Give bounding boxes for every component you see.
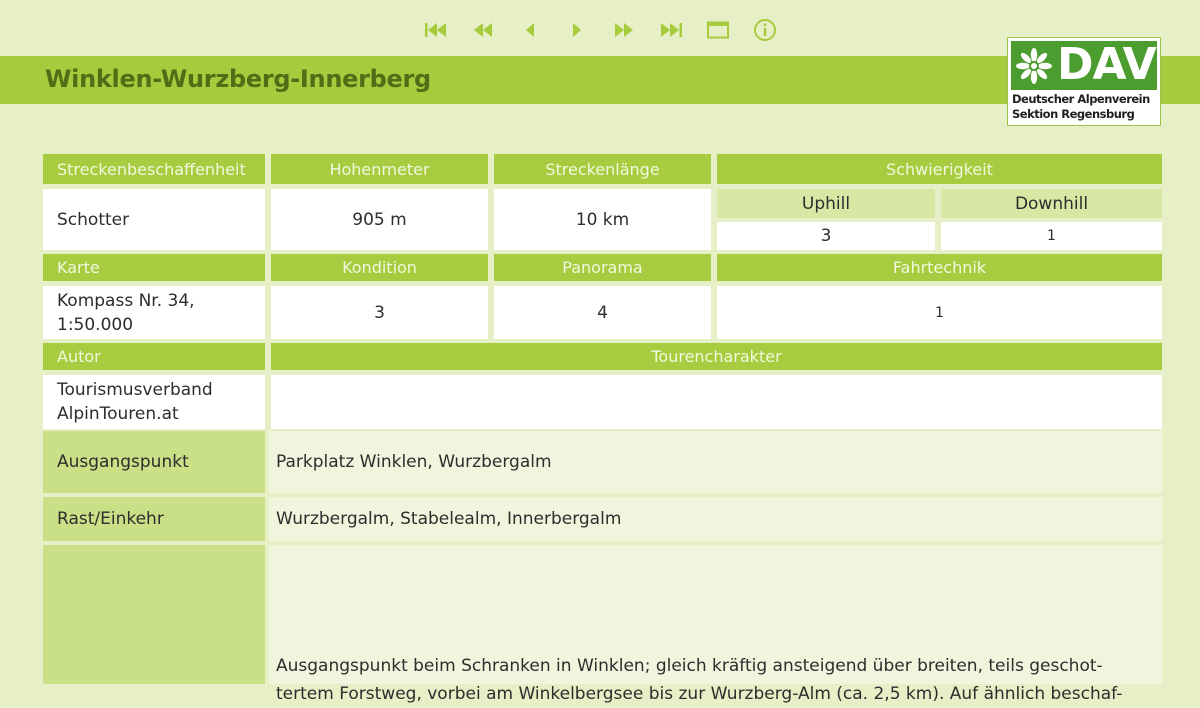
info-icon[interactable] — [741, 15, 788, 45]
value-map-line-1: Kompass Nr. 34, — [57, 290, 195, 311]
next-icon[interactable] — [553, 15, 600, 45]
value-rest: Wurzbergalm, Stabelealm, Innerbergalm — [269, 497, 1162, 541]
logo-text: DAV — [1057, 39, 1156, 90]
dav-logo — [1007, 37, 1161, 126]
header-character: Tourencharakter — [271, 343, 1162, 370]
tour-description: Ausgangspunkt beim Schranken in Winklen; gleich kräftig ansteigend über breiten, teils geschot-tertem Forstweg, vorbei am Winkelbergsee bis zur Wurzberg-Alm (ca. 2,5 km). Auf ähnlich beschaf- — [269, 545, 1162, 684]
value-elevation: 905 m — [271, 189, 488, 250]
value-author-line-2: AlpinTouren.at — [57, 404, 179, 424]
last-page-icon[interactable] — [647, 15, 694, 45]
edelweiss-icon — [1015, 47, 1053, 85]
header-downhill: Downhill — [941, 189, 1162, 218]
header-difficulty: Schwierigkeit — [717, 154, 1162, 184]
value-panorama: 4 — [494, 286, 711, 339]
value-fitness: 3 — [271, 286, 488, 339]
value-author-line-1: Tourismusverband — [57, 380, 213, 400]
logo-line-1: Deutscher Alpenverein — [1012, 92, 1150, 106]
label-rest: Rast/Einkehr — [43, 497, 265, 541]
header-uphill: Uphill — [717, 189, 935, 218]
header-map: Karte — [43, 254, 265, 281]
logo-line-2: Sektion Regensburg — [1012, 107, 1135, 121]
value-author — [43, 375, 265, 429]
value-character — [271, 375, 1162, 429]
value-surface: Schotter — [43, 189, 265, 250]
logo-badge — [1011, 41, 1157, 90]
header-surface: Streckenbeschaffenheit — [43, 154, 265, 184]
value-technique: 1 — [717, 286, 1162, 339]
previous-icon[interactable] — [506, 15, 553, 45]
label-description — [43, 545, 265, 684]
value-start: Parkplatz Winklen, Wurzbergalm — [269, 431, 1162, 493]
header-panorama: Panorama — [494, 254, 711, 281]
label-start: Ausgangspunkt — [43, 431, 265, 493]
header-technique: Fahrtechnik — [717, 254, 1162, 281]
value-map — [43, 286, 265, 339]
value-map-line-2: 1:50.000 — [57, 314, 134, 335]
first-page-icon[interactable] — [412, 15, 459, 45]
value-downhill: 1 — [941, 222, 1162, 250]
header-length: Streckenlänge — [494, 154, 711, 184]
previous-page-icon[interactable] — [459, 15, 506, 45]
value-uphill: 3 — [717, 222, 935, 250]
value-length: 10 km — [494, 189, 711, 250]
page-title: Winklen-Wurzberg-Innerberg — [45, 65, 431, 93]
header-author: Autor — [43, 343, 265, 370]
header-elevation: Hohenmeter — [271, 154, 488, 184]
window-icon[interactable] — [694, 15, 741, 45]
next-page-icon[interactable] — [600, 15, 647, 45]
header-fitness: Kondition — [271, 254, 488, 281]
